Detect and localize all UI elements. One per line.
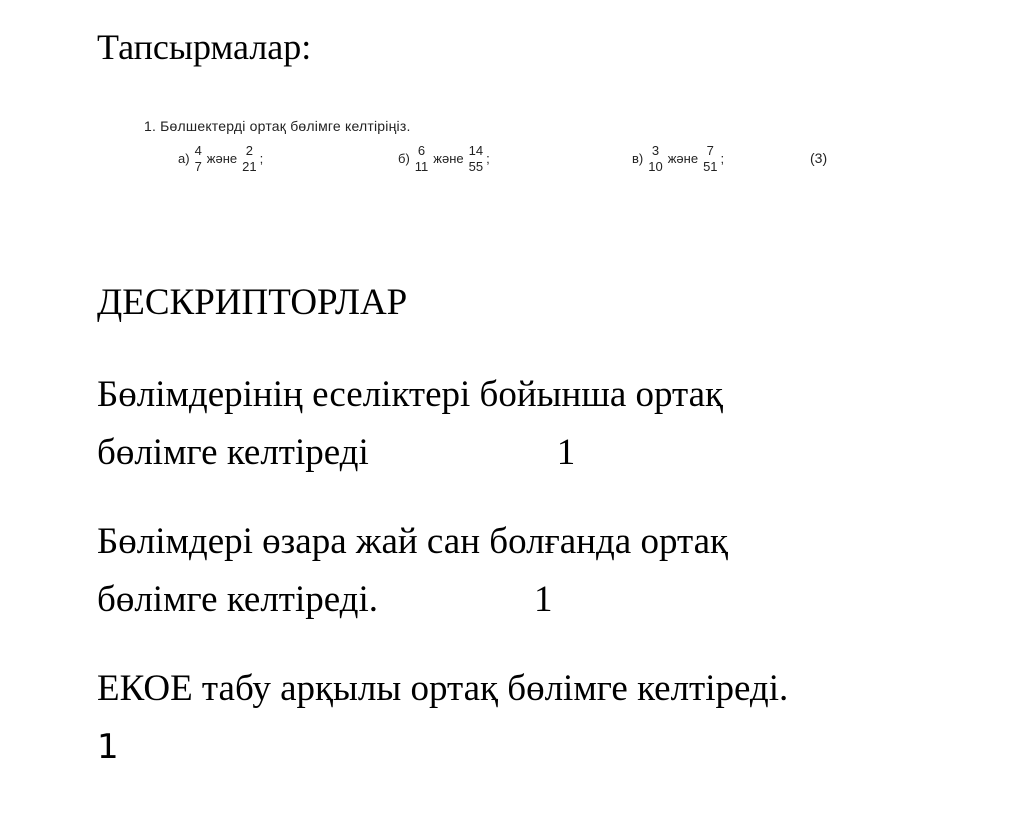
fraction (195, 143, 202, 174)
descriptor-score: 1 (556, 432, 576, 473)
fraction-denominator: 55 (468, 158, 484, 174)
task-image (140, 112, 860, 192)
descriptor-text (97, 571, 977, 629)
fraction-numerator: 2 (245, 142, 253, 158)
fraction-denominator: 7 (194, 158, 202, 174)
fraction-numerator: 6 (417, 142, 426, 158)
fraction-numerator: 14 (468, 142, 484, 158)
page-title: Тапсырмалар: (97, 27, 312, 67)
fraction-denominator: 10 (648, 158, 663, 174)
fraction-denominator: 21 (242, 158, 257, 174)
fraction (469, 143, 483, 174)
descriptor-score: 1 (97, 727, 119, 767)
descriptor-3 (97, 660, 977, 776)
descriptor-text (97, 424, 977, 482)
fraction-denominator: 51 (703, 158, 718, 174)
item-end: ; (259, 150, 264, 166)
fraction-denominator: 11 (414, 158, 429, 174)
fraction (415, 143, 429, 174)
descriptor-text-cont: бөлімге келтіреді (97, 432, 369, 473)
joiner-word: және (433, 150, 464, 166)
descriptor-1 (97, 366, 977, 482)
task-score: (3) (810, 150, 828, 166)
fraction-numerator: 3 (651, 142, 660, 158)
item-label: в) (632, 150, 644, 166)
fraction (703, 143, 717, 174)
fraction-numerator: 4 (194, 142, 202, 158)
task-item-a (178, 136, 263, 180)
task-item-c (632, 136, 724, 180)
descriptor-score: 1 (534, 579, 553, 620)
item-end: ; (486, 150, 490, 166)
descriptor-text: ЕКОЕ табу арқылы ортақ бөлімге келтіреді. (97, 668, 789, 709)
descriptors-heading: ДЕСКРИПТОРЛАР (97, 282, 408, 323)
fraction (242, 143, 256, 174)
task-heading: 1. Бөлшектерді ортақ бөлімге келтіріңіз. (144, 118, 411, 134)
task-item-b (398, 136, 490, 180)
item-end: ; (720, 150, 725, 166)
descriptor-text: Бөлімдерінің еселіктері бойынша ортақ (97, 374, 724, 415)
fraction-numerator: 7 (706, 142, 714, 158)
descriptor-text-cont: бөлімге келтіреді. (97, 579, 379, 620)
joiner-word: және (206, 150, 238, 166)
descriptor-2 (97, 513, 977, 629)
descriptor-text: Бөлімдері өзара жай сан болғанда ортақ (97, 521, 729, 562)
fraction (648, 143, 662, 174)
item-label: а) (178, 150, 190, 166)
joiner-word: және (667, 150, 699, 166)
item-label: б) (398, 150, 410, 166)
